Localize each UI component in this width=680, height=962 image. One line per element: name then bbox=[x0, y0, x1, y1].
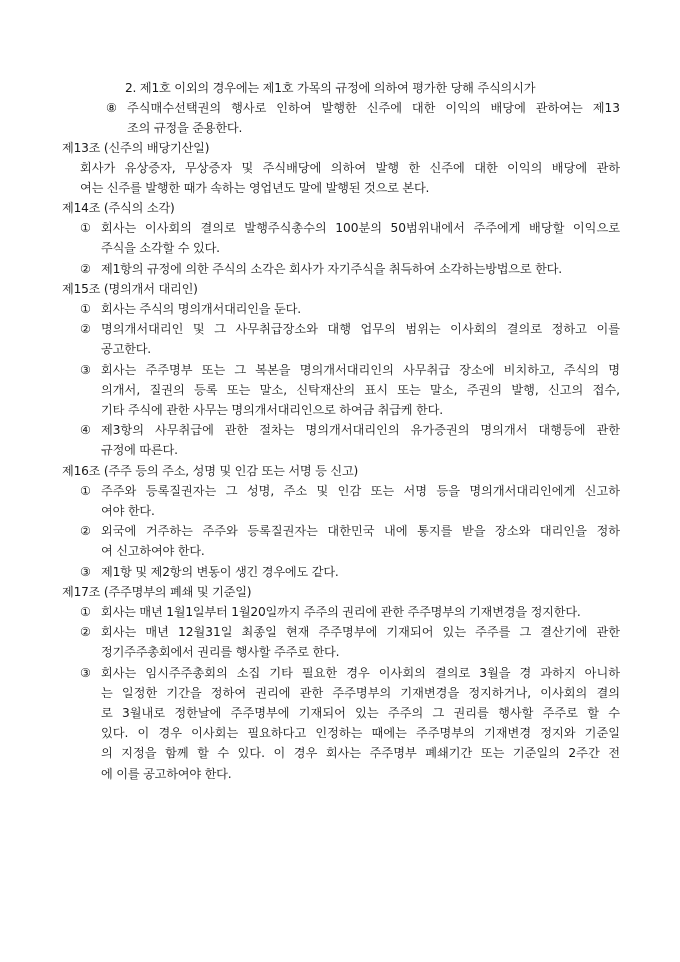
text-line: 여 신고하여야 한다. bbox=[101, 544, 205, 558]
clause-number: ③ bbox=[80, 666, 91, 680]
text-line: 주식을 소각할 수 있다. bbox=[101, 241, 220, 255]
text-line: 있다. 이 경우 이사회는 필요하다고 인정하는 때에는 주주명부의 기재변경 정지와 기준일 bbox=[101, 726, 620, 740]
text-line: 회사는 주식의 명의개서대리인을 둔다. bbox=[101, 302, 301, 316]
article-heading: 제16조 (주주 등의 주소, 성명 및 인감 또는 서명 등 신고) bbox=[62, 464, 359, 478]
text-line: 의개서, 질권의 등록 또는 말소, 신탁재산의 표시 또는 말소, 주권의 발행, 신고의 접수, bbox=[101, 383, 620, 397]
article-heading: 제17조 (주주명부의 폐쇄 및 기준일) bbox=[62, 585, 252, 599]
text-line: 조의 규정을 준용한다. bbox=[127, 121, 243, 135]
text-line: 는 일정한 기간을 정하여 권리에 관한 주주명부의 기재변경을 정지하거나, 이사회의 결의 bbox=[101, 686, 620, 700]
article-heading: 제13조 (신주의 배당기산일) bbox=[62, 141, 210, 155]
text-line: 명의개서대리인 및 그 사무취급장소와 대행 업무의 범위는 이사회의 결의로 정하고 이를 bbox=[101, 322, 620, 336]
text-line: 의 지정을 함께 할 수 있다. 이 경우 회사는 주주명부 폐쇄기간 또는 기준일의 2주간 전 bbox=[101, 746, 620, 760]
text-line: 여는 신주를 발행한 때가 속하는 영업년도 말에 발행된 것으로 본다. bbox=[80, 181, 430, 195]
text-line: 회사는 이사회의 결의로 발행주식총수의 100분의 50범위내에서 주주에게 배당할 이익으로 bbox=[101, 221, 620, 235]
article-heading: 제14조 (주식의 소각) bbox=[62, 201, 175, 215]
text-line: 주식매수선택권의 행사로 인하여 발행한 신주에 대한 이익의 배당에 관하여는 제13 bbox=[127, 101, 620, 115]
article-heading: 제15조 (명의개서 대리인) bbox=[62, 282, 198, 296]
clause-number: ① bbox=[80, 302, 91, 316]
clause-number: ① bbox=[80, 221, 91, 235]
clause-number: ② bbox=[80, 262, 91, 276]
clause-number: ⑧ bbox=[106, 101, 117, 115]
text-line: 제1항 및 제2항의 변동이 생긴 경우에도 같다. bbox=[101, 565, 339, 579]
text-line: 제3항의 사무취급에 관한 절차는 명의개서대리인의 유가증권의 명의개서 대행등에 관한 bbox=[101, 423, 620, 437]
text-line: 기타 주식에 관한 사무는 명의개서대리인으로 하여금 취급케 한다. bbox=[101, 403, 443, 417]
text-line: 규정에 따른다. bbox=[101, 443, 178, 457]
text-line: 회사는 임시주주총회의 소집 기타 필요한 경우 이사회의 결의로 3월을 경 과하지 아니하 bbox=[101, 666, 620, 680]
text-line: 회사는 매년 1월1일부터 1월20일까지 주주의 권리에 관한 주주명부의 기재변경을 정지한다. bbox=[101, 605, 581, 619]
clause-number: ① bbox=[80, 484, 91, 498]
clause-number: ④ bbox=[80, 423, 91, 437]
text-line: 공고한다. bbox=[101, 342, 151, 356]
text-line: 회사는 주주명부 또는 그 복본을 명의개서대리인의 사무취급 장소에 비치하고, 주식의 명 bbox=[101, 363, 620, 377]
clause-number: ② bbox=[80, 625, 91, 639]
clause-number: ② bbox=[80, 524, 91, 538]
clause-number: ② bbox=[80, 322, 91, 336]
text-line: 회사는 매년 12월31일 최종일 현재 주주명부에 기재되어 있는 주주를 그 결산기에 관한 bbox=[101, 625, 620, 639]
clause-number: ③ bbox=[80, 363, 91, 377]
text-line: 2. 제1호 이외의 경우에는 제1호 가목의 규정에 의하여 평가한 당해 주식의시가 bbox=[125, 81, 536, 95]
text-line: 제1항의 규정에 의한 주식의 소각은 회사가 자기주식을 취득하여 소각하는방법으로 한다. bbox=[101, 262, 562, 276]
text-line: 로 3월내로 정한날에 주주명부에 기재되어 있는 주주의 그 권리를 행사할 주주로 할 수 bbox=[101, 706, 620, 720]
text-line: 정기주주총회에서 권리를 행사할 주주로 한다. bbox=[101, 645, 340, 659]
clause-number: ③ bbox=[80, 565, 91, 579]
text-line: 여야 한다. bbox=[101, 504, 155, 518]
text-line: 에 이를 공고하여야 한다. bbox=[101, 767, 232, 781]
text-line: 회사가 유상증자, 무상증자 및 주식배당에 의하여 발행 한 신주에 대한 이익의 배당에 관하 bbox=[80, 161, 620, 175]
text-line: 외국에 거주하는 주주와 등록질권자는 대한민국 내에 통지를 받을 장소와 대리인을 정하 bbox=[101, 524, 620, 538]
clause-number: ① bbox=[80, 605, 91, 619]
text-line: 주주와 등록질권자는 그 성명, 주소 및 인감 또는 서명 등을 명의개서대리인에게 신고하 bbox=[101, 484, 620, 498]
